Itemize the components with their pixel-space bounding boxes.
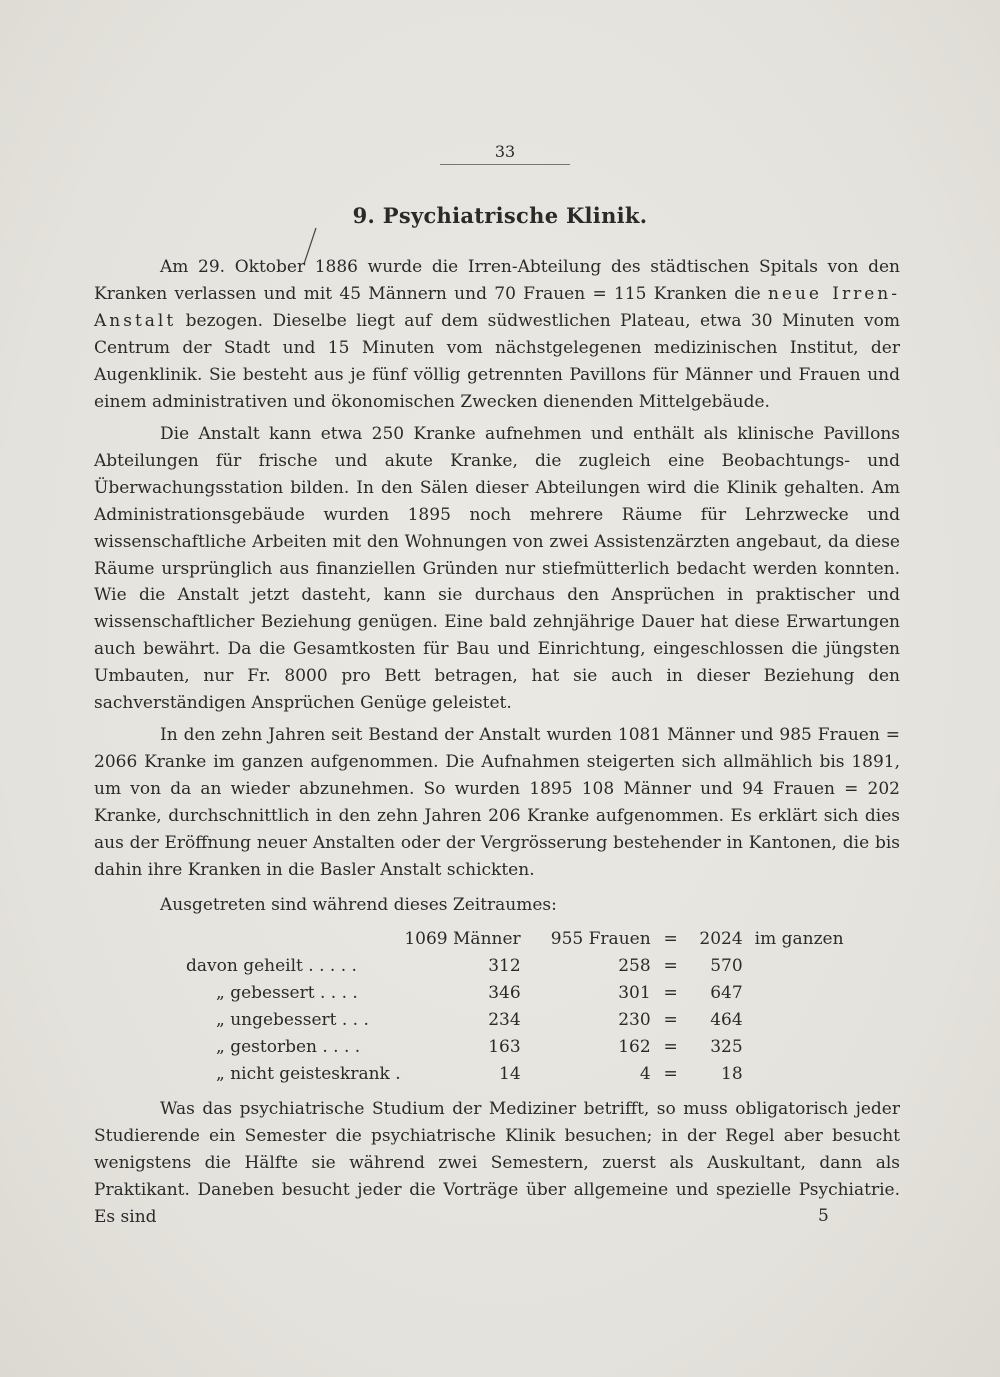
paragraph-opening-text-b: bezogen. Dieselbe liegt auf dem südwestlichen Plateau, etwa 30 Minuten vom Centrum der Stadt und 15 Minuten vom nächstgelegenen medizinischen Institut, der Augenklinik. Sie besteht aus je fünf völlig getrennten Pavillons für Männer und Frauen und einem administrativen und ökonomischen Zwecken dienenden Mittelgebäude.	[94, 310, 900, 412]
row-women: 162	[618, 1037, 651, 1057]
row-label: davon geheilt . . . . .	[186, 956, 357, 977]
row-eq: =	[663, 956, 678, 977]
paragraph-admissions-text: In den zehn Jahren seit Bestand der Anstalt wurden 1081 Männer und 985 Frauen = 2066 Kranke im ganzen aufgenommen. Die Aufnahmen steigerten sich allmählich bis 1891, um von da an wieder abzunehmen. So wurden 1895 108 Männer und 94 Frauen = 202 Kranke, durchschnittlich in den zehn Jahren 206 Kranke aufgenommen. Es erklärt sich dies aus der Eröffnung neuer Anstalten oder der Vergrösserung bestehender in Kantonen, die bis dahin ihre Kranken in die Basler Anstalt schickten.	[94, 725, 900, 880]
row-total: 18	[721, 1063, 743, 1084]
row-total: 570	[710, 956, 743, 977]
row-men: 312	[488, 956, 521, 977]
row-women: 4	[639, 1063, 651, 1084]
row-eq: =	[663, 1037, 678, 1057]
header-suffix: im ganzen	[754, 929, 844, 950]
row-men: 234	[488, 1010, 521, 1031]
table-row	[186, 953, 844, 980]
table-row	[186, 1034, 844, 1061]
row-label: „ nicht geisteskrank .	[216, 1063, 401, 1084]
row-eq: =	[663, 1010, 678, 1031]
table-row	[186, 1060, 844, 1087]
row-total: 647	[710, 983, 743, 1004]
paragraph-study	[94, 1096, 900, 1231]
table-row	[186, 1007, 844, 1034]
row-women: 258	[618, 956, 651, 977]
discharge-table	[186, 926, 844, 1087]
section-title: 9. Psychiatrische Klinik.	[352, 203, 648, 228]
table-lead: Ausgetreten sind während dieses Zeitraumes:	[160, 895, 557, 915]
page-number: 33	[440, 142, 570, 165]
header-women: 955 Frauen	[550, 929, 651, 950]
table-header-row	[186, 926, 844, 953]
header-total: 2024	[699, 929, 743, 950]
paragraph-study-text: Was das psychiatrische Studium der Mediziner betrifft, so muss obligatorisch jeder Studierende ein Semester die psychiatrische Klinik besuchen; in der Regel aber besucht wenigstens die Hälfte sie während zwei Semestern, zuerst als Auskultant, dann als Praktikant. Daneben besucht jeder die Vorträge über allgemeine und spezielle Psychiatrie. Es sind	[94, 1099, 900, 1227]
row-label: „ gebessert . . . .	[216, 983, 358, 1004]
row-eq: =	[663, 983, 678, 1004]
signature-mark: 5	[818, 1206, 829, 1226]
row-women: 230	[618, 1010, 651, 1031]
row-men: 14	[499, 1063, 521, 1084]
table-row	[186, 980, 844, 1007]
row-women: 301	[618, 983, 651, 1004]
row-men: 163	[488, 1037, 521, 1057]
paragraph-admissions	[94, 722, 900, 883]
paragraph-institution-text: Die Anstalt kann etwa 250 Kranke aufnehmen und enthält als klinische Pavillons Abteilungen für frische und akute Kranke, die zugleich eine Beobachtungs- und Überwachungsstation bilden. In den Sälen dieser Abteilungen wird die Klinik gehalten. Am Administrationsgebäude wurden 1895 noch mehrere Räume für Lehrzwecke und wissenschaftliche Arbeiten mit den Wohnungen von zwei Assistenzärzten angebaut, da diese Räume ursprünglich aus finanziellen Gründen nur stiefmütterlich bedacht werden konnten. Wie die Anstalt jetzt dasteht, kann sie durchaus den Ansprüchen in praktischer und wissenschaftlicher Beziehung genügen. Eine bald zehnjährige Dauer hat diese Erwartungen auch bewährt. Da die Gesamtkosten für Bau und Einrichtung, eingeschlossen die jüngsten Umbauten, nur Fr. 8000 pro Bett betragen, hat sie auch in dieser Beziehung den sachverständigen Ansprüchen Genüge geleistet.	[94, 424, 900, 714]
paragraph-opening-spaced: neue Irren-Anstalt	[94, 283, 900, 331]
row-total: 325	[710, 1037, 743, 1057]
paragraph-opening-text-a: Am 29. Oktober 1886 wurde die Irren-Abteilung des städtischen Spitals von den Kranken verlassen und mit 45 Männern und 70 Frauen = 115 Kranken die	[94, 257, 900, 304]
row-eq: =	[663, 1063, 678, 1084]
header-men: 1069 Männer	[404, 929, 521, 950]
row-total: 464	[710, 1010, 743, 1031]
header-eq: =	[663, 929, 678, 950]
paragraph-opening	[94, 254, 900, 415]
row-label: „ ungebessert . . .	[216, 1010, 369, 1031]
row-men: 346	[488, 983, 521, 1004]
row-label: „ gestorben . . . .	[216, 1037, 361, 1057]
paragraph-institution	[94, 421, 900, 717]
